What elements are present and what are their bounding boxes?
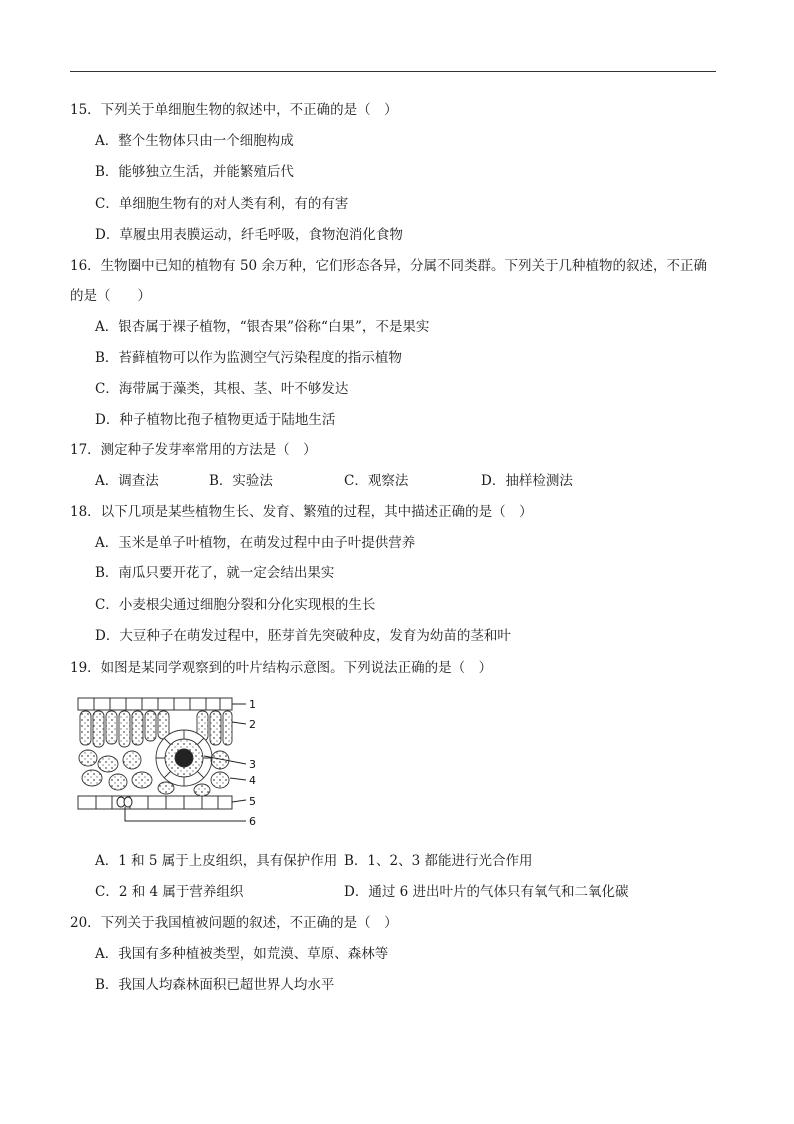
question-16-stem-line1: 16．生物圈中已知的植物有 50 余万种，它们形态各异，分属不同类群。下列关于几种植物的叙述，不正确 bbox=[70, 258, 707, 274]
question-18-option-c: C．小麦根尖通过细胞分裂和分化实现根的生长 bbox=[95, 597, 376, 613]
question-17-option-c: C．观察法 bbox=[344, 473, 409, 489]
figure-label-4: 4 bbox=[249, 774, 256, 787]
question-19-stem: 19．如图是某同学观察到的叶片结构示意图。下列说法正确的是（ ） bbox=[70, 660, 493, 676]
lower-epidermis bbox=[78, 796, 232, 809]
question-16-option-c: C．海带属于藻类，其根、茎、叶不够发达 bbox=[95, 381, 349, 397]
question-18-option-d: D．大豆种子在萌发过程中，胚芽首先突破种皮，发育为幼苗的茎和叶 bbox=[95, 628, 511, 644]
question-20-stem: 20．下列关于我国植被问题的叙述，不正确的是（ ） bbox=[70, 915, 398, 931]
palisade-layer bbox=[80, 711, 232, 747]
question-15-option-c: C．单细胞生物有的对人类有利，有的有害 bbox=[95, 196, 349, 212]
question-17-stem: 17．测定种子发芽率常用的方法是（ ） bbox=[70, 442, 317, 458]
question-15-option-a: A．整个生物体只由一个细胞构成 bbox=[95, 133, 294, 149]
question-19-option-d: D．通过 6 进出叶片的气体只有氧气和二氧化碳 bbox=[344, 884, 629, 900]
question-17-option-d: D．抽样检测法 bbox=[481, 473, 573, 489]
question-19-option-c: C．2 和 4 属于营养组织 bbox=[95, 884, 244, 900]
figure-label-5: 5 bbox=[249, 795, 256, 808]
question-20-option-a: A．我国有多种植被类型，如荒漠、草原、森林等 bbox=[95, 946, 389, 962]
question-18-option-b: B．南瓜只要开花了，就一定会结出果实 bbox=[95, 565, 335, 581]
question-18-stem: 18．以下几项是某些植物生长、发育、繁殖的过程，其中描述正确的是（ ） bbox=[70, 504, 533, 520]
figure-label-3: 3 bbox=[249, 758, 256, 771]
question-16-option-d: D．种子植物比孢子植物更适于陆地生活 bbox=[95, 412, 336, 428]
question-16-option-b: B．苔藓植物可以作为监测空气污染程度的指示植物 bbox=[95, 350, 402, 366]
question-19-option-b: B．1、2、3 都能进行光合作用 bbox=[344, 853, 533, 869]
figure-label-2: 2 bbox=[249, 718, 256, 731]
leaf-vein bbox=[156, 730, 212, 786]
upper-epidermis bbox=[78, 698, 232, 710]
question-15-stem: 15．下列关于单细胞生物的叙述中，不正确的是（ ） bbox=[70, 102, 398, 118]
question-16-stem-line2: 的是（ ） bbox=[70, 288, 151, 304]
question-18-option-a: A．玉米是单子叶植物，在萌发过程中由子叶提供营养 bbox=[95, 535, 416, 551]
question-19-option-a: A．1 和 5 属于上皮组织，具有保护作用 bbox=[95, 853, 338, 869]
question-20-option-b: B．我国人均森林面积已超世界人均水平 bbox=[95, 977, 335, 993]
leaf-structure-diagram bbox=[74, 694, 274, 830]
question-17-option-a: A．调查法 bbox=[95, 473, 159, 489]
question-16-option-a: A．银杏属于裸子植物，“银杏果”俗称“白果”，不是果实 bbox=[95, 319, 430, 335]
question-15-option-b: B．能够独立生活，并能繁殖后代 bbox=[95, 164, 294, 180]
header-rule bbox=[70, 71, 716, 72]
question-17-option-b: B．实验法 bbox=[209, 473, 273, 489]
figure-label-6: 6 bbox=[249, 815, 256, 828]
question-15-option-d: D．草履虫用表膜运动，纤毛呼吸，食物泡消化食物 bbox=[95, 227, 403, 243]
figure-label-1: 1 bbox=[249, 698, 256, 711]
